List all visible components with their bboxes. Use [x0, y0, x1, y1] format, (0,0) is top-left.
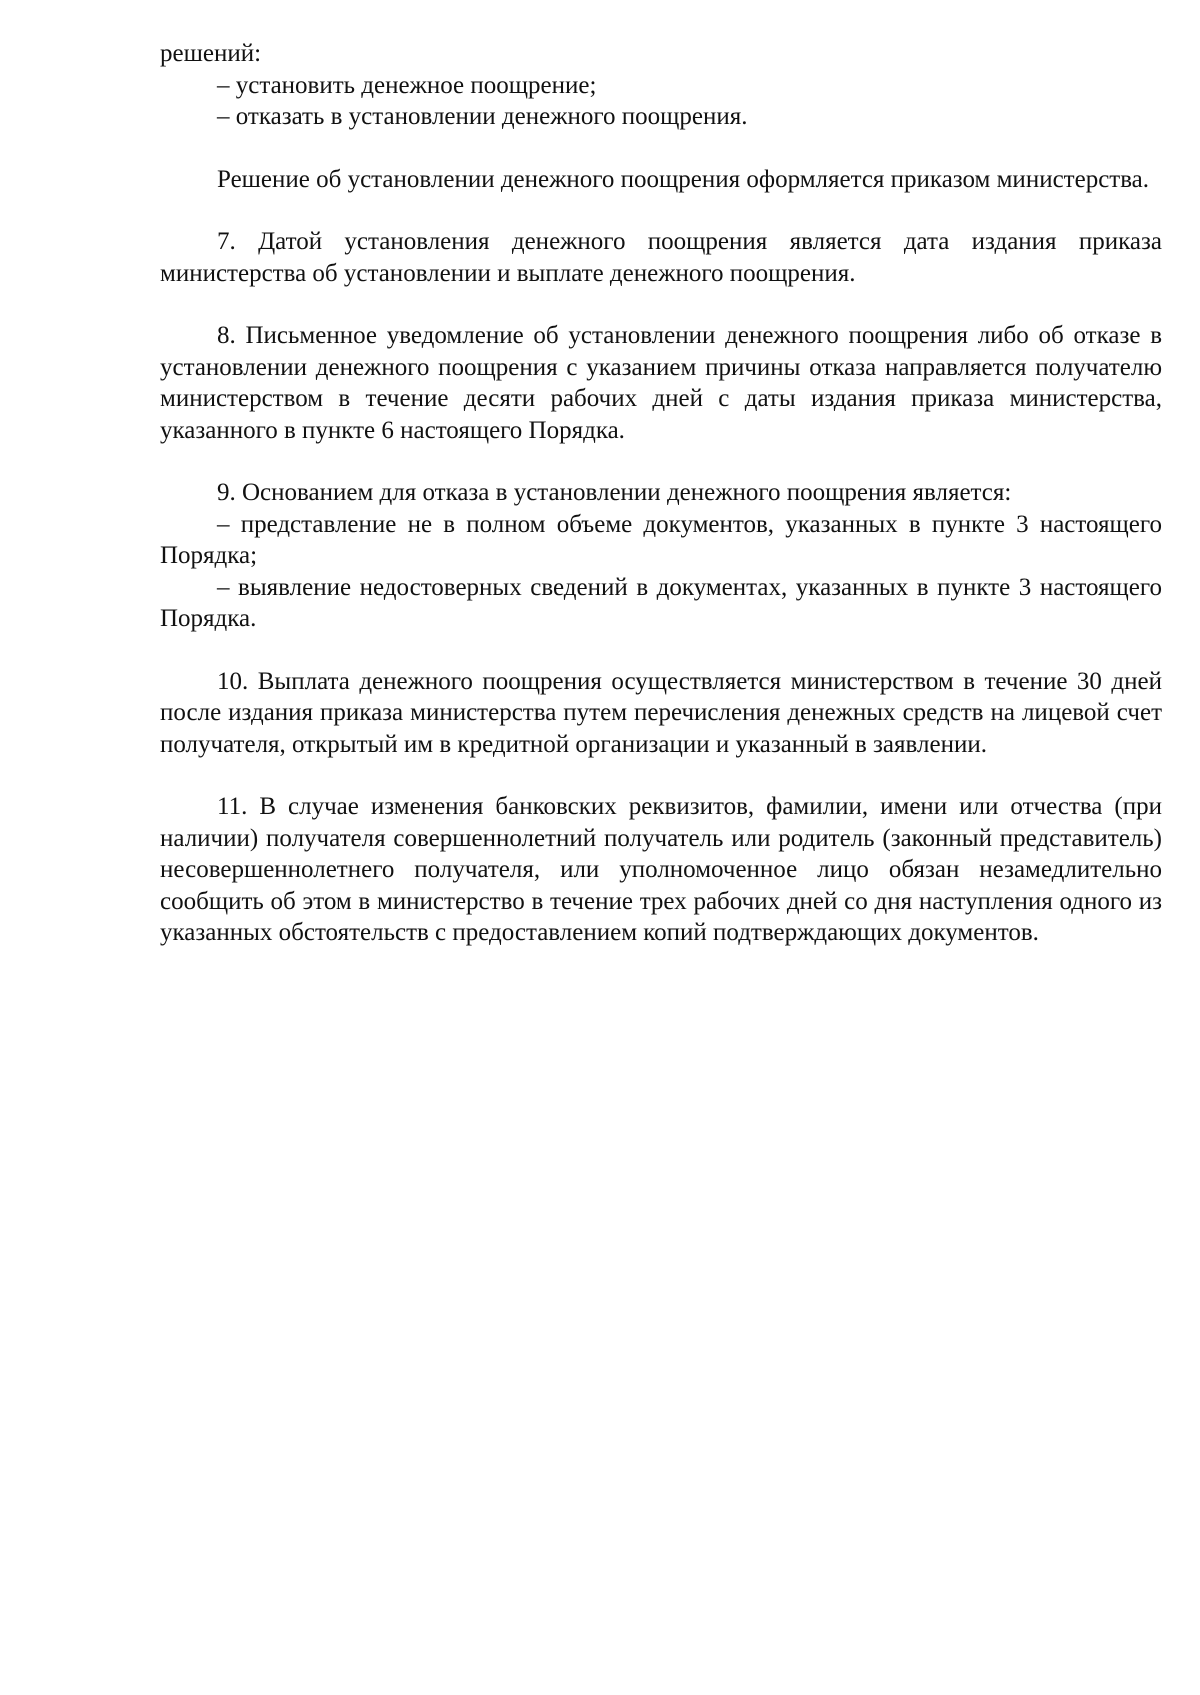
- clause-11: 11. В случае изменения банковских реквизитов, фамилии, имени или отчества (при наличии) получателя совершеннолетний получатель или родитель (законный представитель) несовершеннолетнего получателя, или уполномоченное лицо обязан незамедлительно сообщить об этом в министерство в течение трех рабочих дней со дня наступления одного из указанных обстоятельств с предоставлением копий подтверждающих документов.: [160, 793, 1162, 946]
- clause-8: 8. Письменное уведомление об установлении денежного поощрения либо об отказе в установлении денежного поощрения с указанием причины отказа направляется получателю министерством в течение десяти рабочих дней с даты издания приказа министерства, указанного в пункте 6 настоящего Порядка.: [160, 322, 1162, 444]
- decision-paragraph: Решение об установлении денежного поощрения оформляется приказом министерства.: [217, 165, 1150, 193]
- clause-10: 10. Выплата денежного поощрения осуществляется министерством в течение 30 дней после издания приказа министерства путем перечисления денежных средств на лицевой счет получателя, открытый им в кредитной организации и указанный в заявлении.: [160, 667, 1162, 758]
- document-body: [160, 38, 1162, 949]
- clause-9-item-incomplete-documents: – представление не в полном объеме документов, указанных в пункте 3 настоящего Порядка;: [160, 510, 1162, 569]
- clause-7: 7. Датой установления денежного поощрения является дата издания приказа министерства об установлении и выплате денежного поощрения.: [160, 228, 1162, 287]
- option-refuse: – отказать в установлении денежного поощрения.: [217, 103, 748, 130]
- clause-9-item-false-information: – выявление недостоверных сведений в документах, указанных в пункте 3 настоящего Порядка.: [160, 573, 1162, 632]
- clause-9-intro: 9. Основанием для отказа в установлении денежного поощрения является:: [217, 479, 1012, 506]
- continuation-line: решений:: [160, 40, 262, 67]
- option-establish: – установить денежное поощрение;: [217, 71, 597, 99]
